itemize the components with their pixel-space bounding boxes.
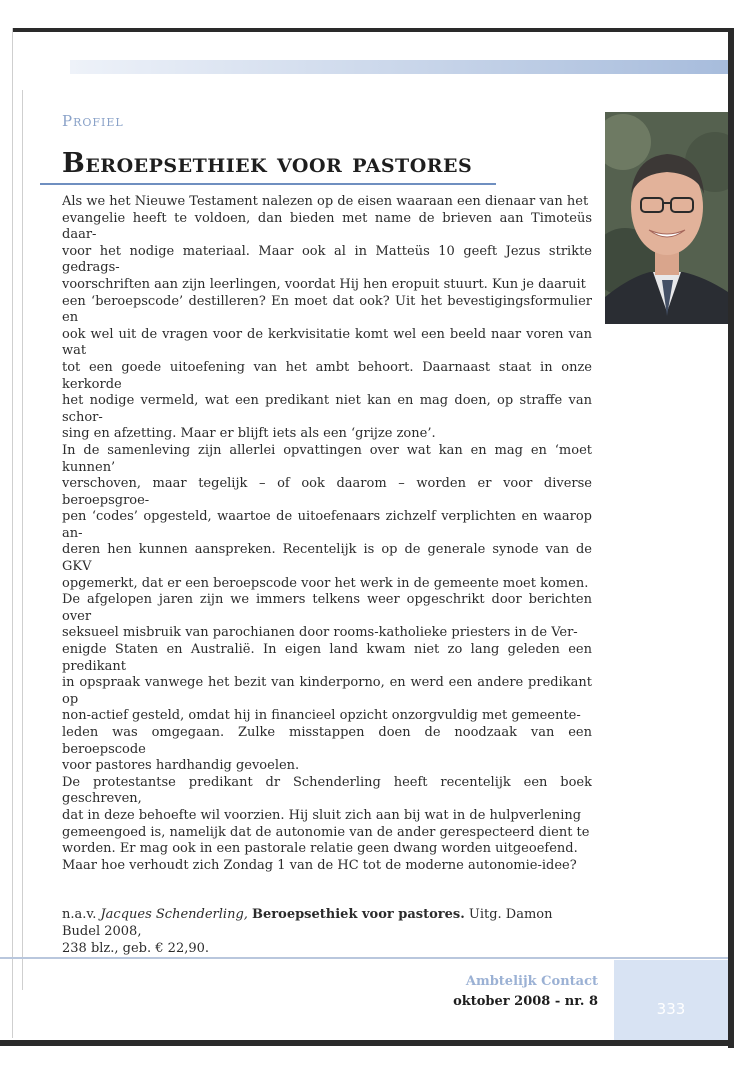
article-paragraph-4: De protestantse predikant dr Schenderling heeft recentelijk een boek geschreven, dat in deze behoefte wil voorzien. Hij sluit zich aan bij wat in de hulpverlening gemeengoed is, namelijk dat de autonomie van de ander gerespecteerd dient te worden. Er mag ook in een pastorale relatie geen dwang worden uitgeoefend. Maar hoe verhoudt zich Zondag 1 van de HC tot de moderne autonomie-idee? [62, 774, 592, 873]
article-body [62, 194, 592, 874]
section-kicker: Profiel [62, 112, 124, 130]
scan-edge-bottom [0, 1040, 734, 1046]
scan-edge-top [12, 28, 728, 32]
footer-issue: oktober 2008 - nr. 8 [453, 994, 598, 1009]
scan-edge-left [12, 28, 13, 1038]
article-paragraph-1: Als we het Nieuwe Testament nalezen op de eisen waaraan een dienaar van het evangelie heeft te voldoen, dan bieden met name de brieven aan Timoteüs daar- voor het nodige materiaal. Maar ook al in Matteüs 10 geeft Jezus strikte gedrags- voorschriften aan zijn leerlingen, voordat Hij hen eropuit stuurt. Kun je daaruit een ‘beroepscode’ destilleren? En moet dat ook? Uit het bevestigingsformulier en ook wel uit de vragen voor de kerkvisitatie komt wel een beeld naar voren van wat tot een goede uitoefening van het ambt behoort. Daarnaast staat in onze kerkorde het nodige vermeld, wat een predikant niet kan en mag doen, op straffe van schor- sing en afzetting. Maar er blijft iets als een ‘grijze zone’. [62, 194, 592, 442]
book-ref-title: Beroepsethiek voor pastores. [252, 907, 465, 922]
page-number: 333 [656, 1000, 686, 1018]
book-ref-details-1: Uitg. Damon Budel 2008, [62, 907, 553, 939]
header-color-band [70, 60, 728, 74]
book-ref-author: Jacques Schenderling, [100, 907, 248, 922]
page-number-box [614, 960, 728, 1040]
author-photo [605, 112, 728, 324]
article-title: Beroepsethiek voor pastores [62, 148, 473, 179]
footer-rule [0, 957, 728, 959]
article-paragraph-2: In de samenleving zijn allerlei opvattingen over wat kan en mag en ‘moet kunnen’ verschoven, maar tegelijk – of ook daarom – worden er voor diverse beroepsgroe- pen ‘codes’ opgesteld, waartoe de uitoefenaars zichzelf verplichten en waarop an- deren hen kunnen aanspreken. Recentelijk is op de generale synode van de GKV opgemerkt, dat er een beroepscode voor het werk in de gemeente moet komen. [62, 442, 592, 591]
footer-magazine-name: Ambtelijk Contact [465, 974, 598, 989]
title-underline [40, 183, 496, 185]
book-ref-details-2: 238 blz., geb. € 22,90. [62, 941, 210, 956]
book-reference [62, 906, 592, 957]
book-ref-prefix: n.a.v. [62, 907, 97, 922]
page-spine-line [22, 90, 23, 990]
scan-edge-right [728, 28, 734, 1048]
article-paragraph-3: De afgelopen jaren zijn we immers telkens weer opgeschrikt door berichten over seksueel misbruik van parochianen door rooms-katholieke priesters in de Ver- enigde Staten en Australië. In eigen land kwam niet zo lang geleden een predikant in opspraak vanwege het bezit van kinderporno, en werd een andere predikant op non-actief gesteld, omdat hij in financieel opzicht onzorgvuldig met gemeente- leden was omgegaan. Zulke misstappen doen de noodzaak van een beroepscode voor pastores hardhandig gevoelen. [62, 592, 592, 774]
